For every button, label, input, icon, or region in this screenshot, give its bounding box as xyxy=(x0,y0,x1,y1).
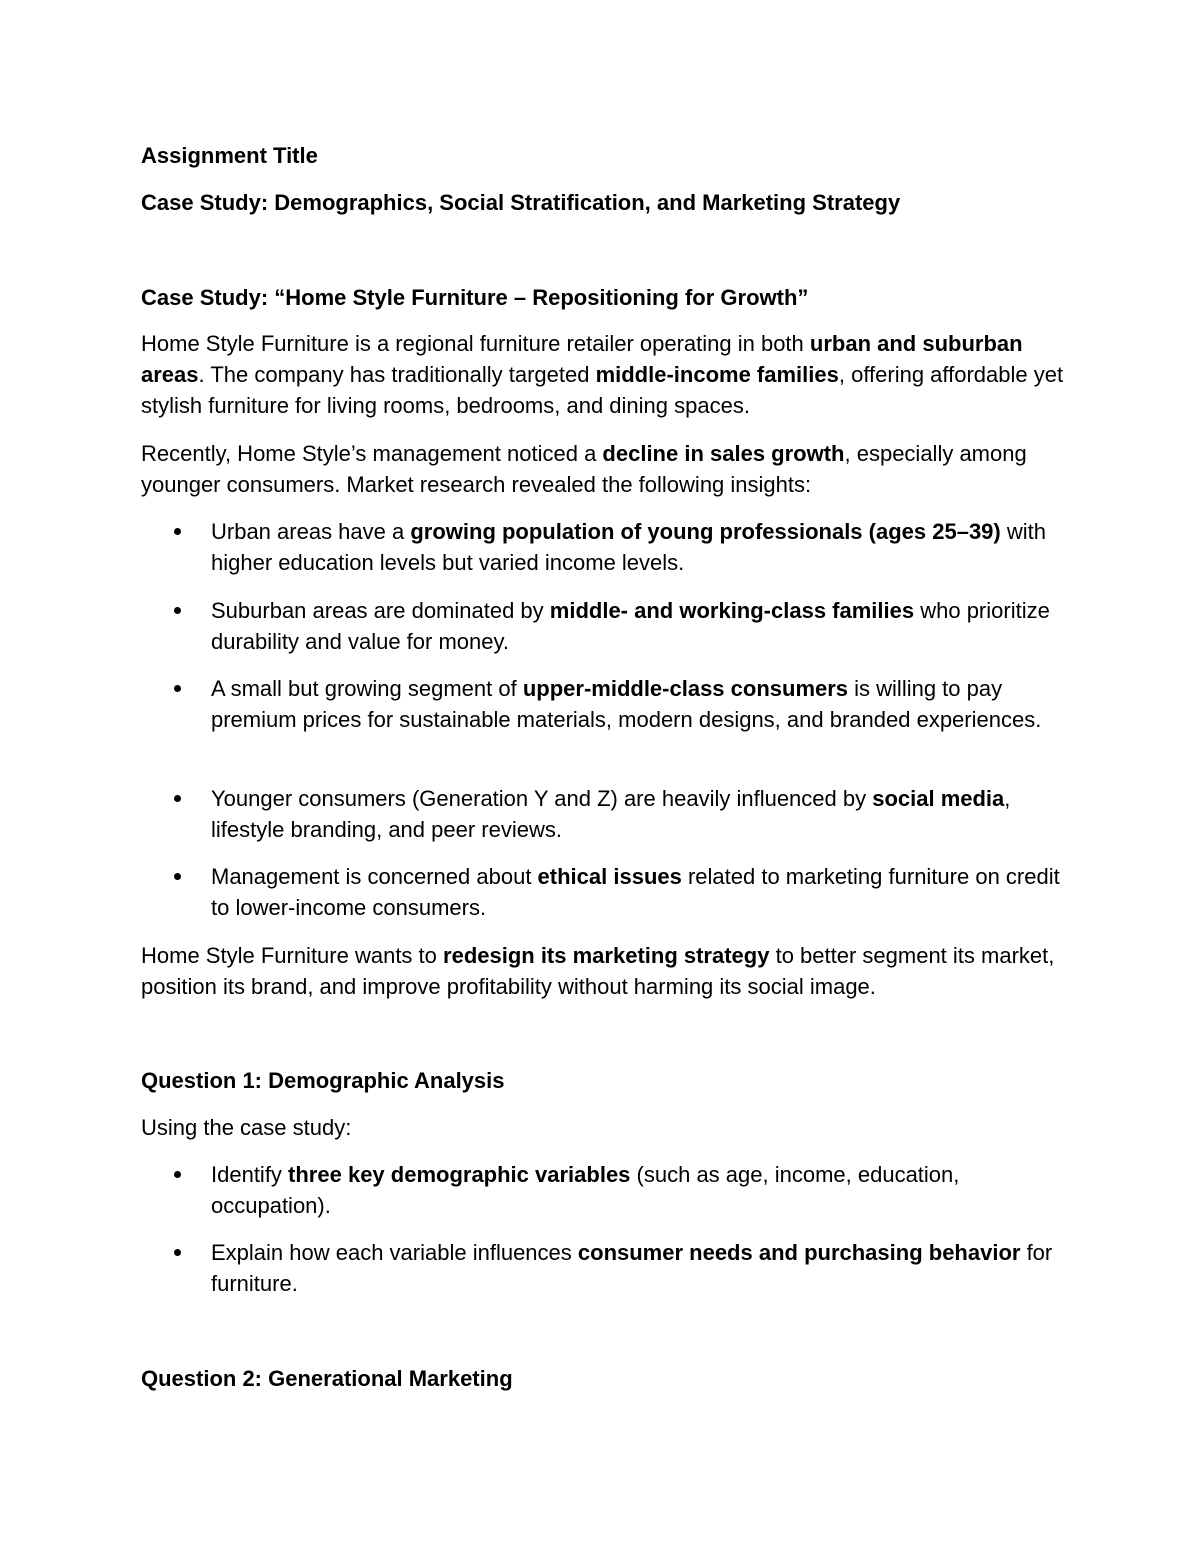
insight-list-item: Management is concerned about ethical issues related to marketing furniture on credit to lower-income consumers. xyxy=(211,861,1071,923)
bullet-icon xyxy=(174,528,181,535)
emphasis: middle- and working-class families xyxy=(549,598,915,623)
emphasis: social media xyxy=(872,786,1005,811)
question-1-list-item: Explain how each variable influences consumer needs and purchasing behavior for furniture. xyxy=(211,1237,1071,1299)
bullet-icon xyxy=(174,1249,181,1256)
goal-paragraph: Home Style Furniture wants to redesign its marketing strategy to better segment its market, position its brand, and improve profitability without harming its social image. xyxy=(141,943,1055,999)
bullet-icon xyxy=(174,795,181,802)
insight-list-item: A small but growing segment of upper-middle-class consumers is willing to pay premium prices for sustainable materials, modern designs, and branded experiences. xyxy=(211,673,1071,735)
emphasis: middle-income families xyxy=(595,362,839,387)
emphasis: growing population of young professionals (ages 25–39) xyxy=(410,519,1001,544)
emphasis: three key demographic variables xyxy=(288,1162,631,1187)
bullet-icon xyxy=(174,873,181,880)
case-study-heading: Case Study: “Home Style Furniture – Repositioning for Growth” xyxy=(141,285,809,310)
emphasis: urban and suburban areas xyxy=(141,331,1023,387)
bullet-icon xyxy=(174,685,181,692)
emphasis: decline in sales growth xyxy=(602,441,845,466)
recent-paragraph: Recently, Home Style’s management noticed a decline in sales growth, especially among younger consumers. Market research revealed the following insights: xyxy=(141,441,1027,497)
assignment-title: Case Study: Demographics, Social Stratification, and Marketing Strategy xyxy=(141,190,901,215)
question-1-intro: Using the case study: xyxy=(141,1115,352,1140)
insight-list-item: Suburban areas are dominated by middle- and working-class families who prioritize durability and value for money. xyxy=(211,595,1071,657)
emphasis: upper-middle-class consumers xyxy=(522,676,849,701)
insight-list-item: Urban areas have a growing population of young professionals (ages 25–39) with higher education levels but varied income levels. xyxy=(211,516,1071,578)
emphasis: consumer needs and purchasing behavior xyxy=(577,1240,1021,1265)
emphasis: ethical issues xyxy=(537,864,682,889)
bullet-icon xyxy=(174,607,181,614)
bullet-icon xyxy=(174,1171,181,1178)
insight-list-item: Younger consumers (Generation Y and Z) are heavily influenced by social media, lifestyle branding, and peer reviews. xyxy=(211,783,1071,845)
emphasis: redesign its marketing strategy xyxy=(443,943,770,968)
assignment-title-label: Assignment Title xyxy=(141,143,318,168)
intro-paragraph: Home Style Furniture is a regional furniture retailer operating in both urban and suburban areas. The company has traditionally targeted middle-income families, offering affordable yet stylish furniture for living rooms, bedrooms, and dining spaces. xyxy=(141,331,1064,418)
question-2-heading: Question 2: Generational Marketing xyxy=(141,1366,513,1391)
question-1-heading: Question 1: Demographic Analysis xyxy=(141,1068,505,1093)
question-1-list-item: Identify three key demographic variables (such as age, income, education, occupation). xyxy=(211,1159,1071,1221)
